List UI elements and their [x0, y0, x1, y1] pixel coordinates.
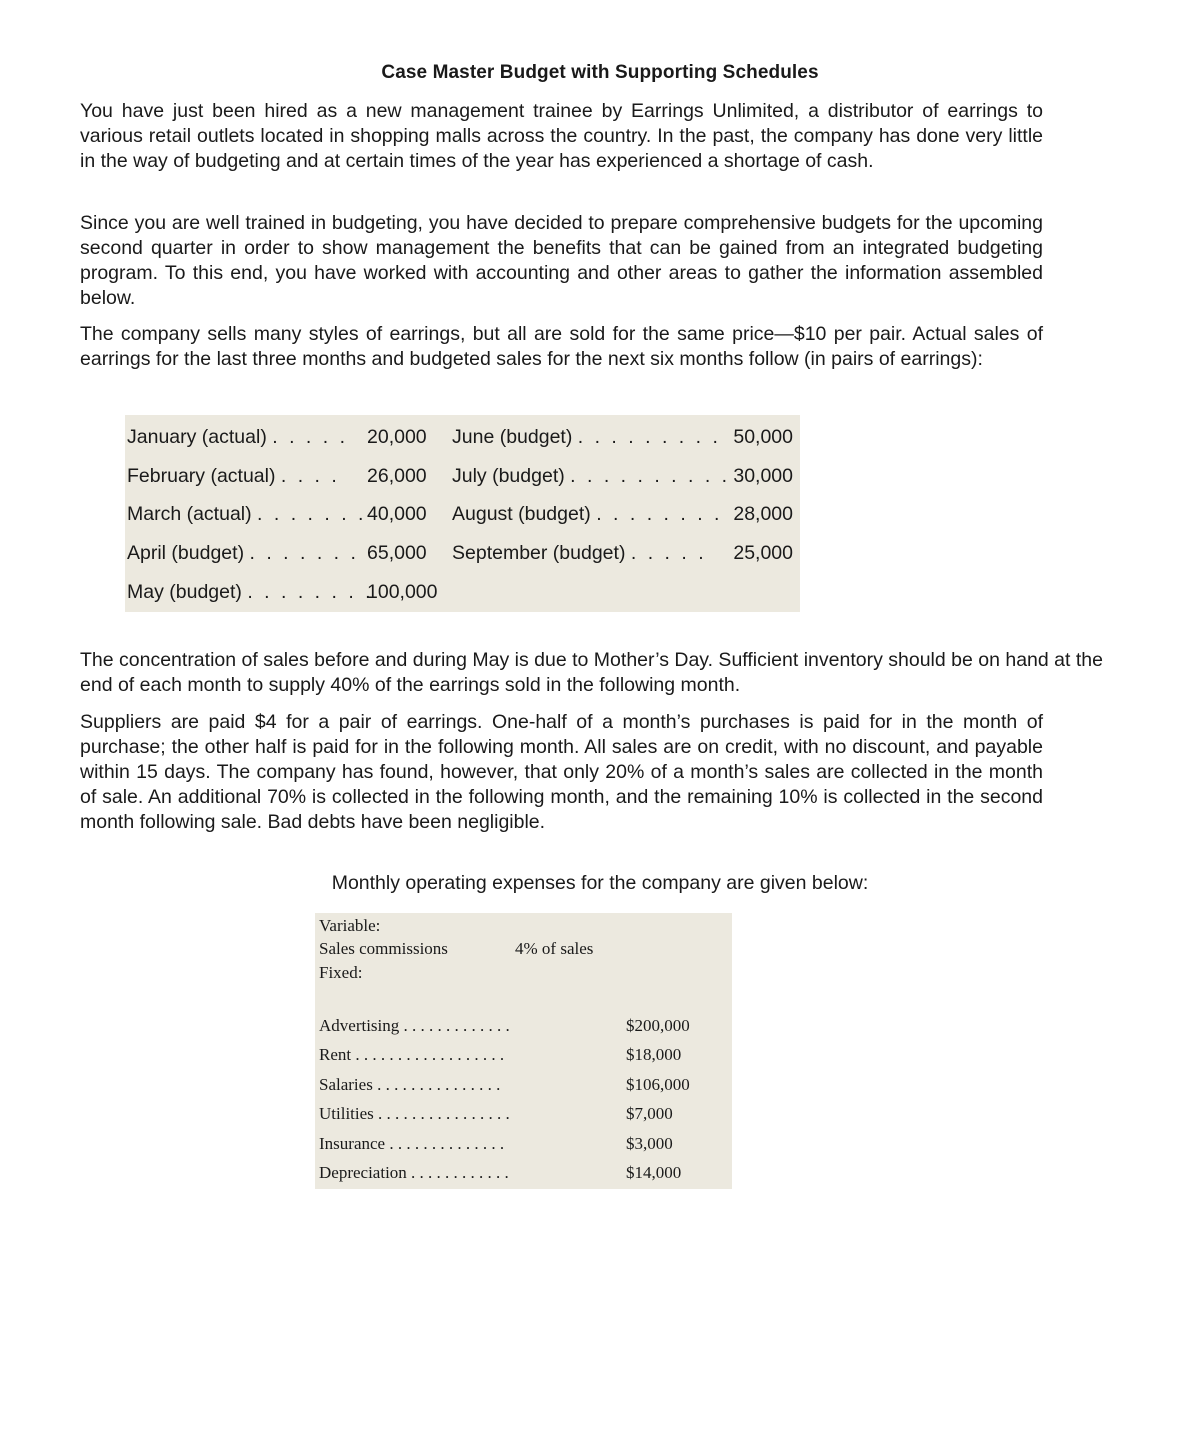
expense-value: $106,000 — [626, 1075, 690, 1094]
commission-value: 4% of sales — [515, 939, 594, 958]
month-value: 20,000 — [367, 426, 427, 448]
expense-value: $14,000 — [626, 1163, 682, 1182]
month-value: 40,000 — [367, 503, 427, 525]
expense-value: $3,000 — [626, 1134, 673, 1153]
variable-heading: Variable: — [319, 916, 381, 935]
month-label: March (actual) . . . . . . . — [127, 503, 367, 525]
expense-value: $18,000 — [626, 1045, 682, 1064]
expense-label: Depreciation . . . . . . . . . . . . — [319, 1163, 509, 1182]
month-value: 100,000 — [367, 581, 438, 603]
table-row — [125, 542, 800, 581]
month-value: 25,000 — [733, 542, 793, 564]
expense-label: Utilities . . . . . . . . . . . . . . . . — [319, 1104, 510, 1123]
expenses-intro: Monthly operating expenses for the company are given below: — [331, 872, 869, 894]
budget-purpose-paragraph: Since you are well trained in budgeting, you have decided to prepare comprehensive budgets for the upcoming second quarter in order to show management the benefits that can be gained from an integrated budgeting program. To this end, you have worked with accounting and other areas to gather the information assembled below. — [80, 212, 1043, 309]
month-label: August (budget) . . . . . . . . — [452, 503, 723, 525]
month-label: February (actual) . . . . — [127, 465, 340, 487]
expenses-table — [315, 913, 732, 1189]
expense-label: Insurance . . . . . . . . . . . . . . — [319, 1134, 505, 1153]
commission-label: Sales commissions — [319, 939, 448, 958]
month-label: April (budget) . . . . . . . — [127, 542, 359, 564]
payment-terms-paragraph: Suppliers are paid $4 for a pair of earrings. One-half of a month’s purchases is paid for in the month of purchase; the other half is paid for in the following month. All sales are on credit, with no discount, and payable within 15 days. The company has found, however, that only 20% of a month’s sales are collected in the month of sale. An additional 70% is collected in the following month, and the remaining 10% is collected in the second month following sale. Bad debts have been negligible. — [80, 711, 1043, 833]
page-title: Case Master Budget with Supporting Schedules — [381, 62, 819, 83]
month-value: 28,000 — [733, 503, 793, 525]
month-label: July (budget) . . . . . . . . . . — [452, 465, 731, 487]
table-row — [125, 581, 800, 620]
table-row — [125, 465, 800, 504]
table-row — [125, 426, 800, 465]
month-label: June (budget) . . . . . . . . . — [452, 426, 721, 448]
intro-paragraph: You have just been hired as a new management trainee by Earrings Unlimited, a distributor of earrings to various retail outlets located in shopping malls across the country. In the past, the company has done very little in the way of budgeting and at certain times of the year has experienced a shortage of cash. — [80, 100, 1043, 172]
month-value: 50,000 — [733, 426, 793, 448]
expense-label: Advertising . . . . . . . . . . . . . — [319, 1016, 510, 1035]
expense-value: $7,000 — [626, 1104, 673, 1123]
month-label: September (budget) . . . . . — [452, 542, 707, 564]
month-label: May (budget) . . . . . . . . — [127, 581, 374, 603]
inventory-paragraph: The concentration of sales before and during May is due to Mother’s Day. Sufficient inventory should be on hand at the end of each month to supply 40% of the earrings sold in the following month. — [80, 649, 1103, 696]
table-row — [125, 503, 800, 542]
month-value: 26,000 — [367, 465, 427, 487]
fixed-heading: Fixed: — [319, 963, 363, 982]
sales-table — [125, 415, 800, 612]
sales-intro-paragraph: The company sells many styles of earrings, but all are sold for the same price—$10 per pair. Actual sales of earrings for the last three months and budgeted sales for the next six months follow (in pairs of earrings): — [80, 323, 1043, 370]
month-label: January (actual) . . . . . — [127, 426, 349, 448]
month-value: 65,000 — [367, 542, 427, 564]
expense-value: $200,000 — [626, 1016, 690, 1035]
expense-label: Rent . . . . . . . . . . . . . . . . . . — [319, 1045, 505, 1064]
expense-label: Salaries . . . . . . . . . . . . . . . — [319, 1075, 501, 1094]
month-value: 30,000 — [733, 465, 793, 487]
